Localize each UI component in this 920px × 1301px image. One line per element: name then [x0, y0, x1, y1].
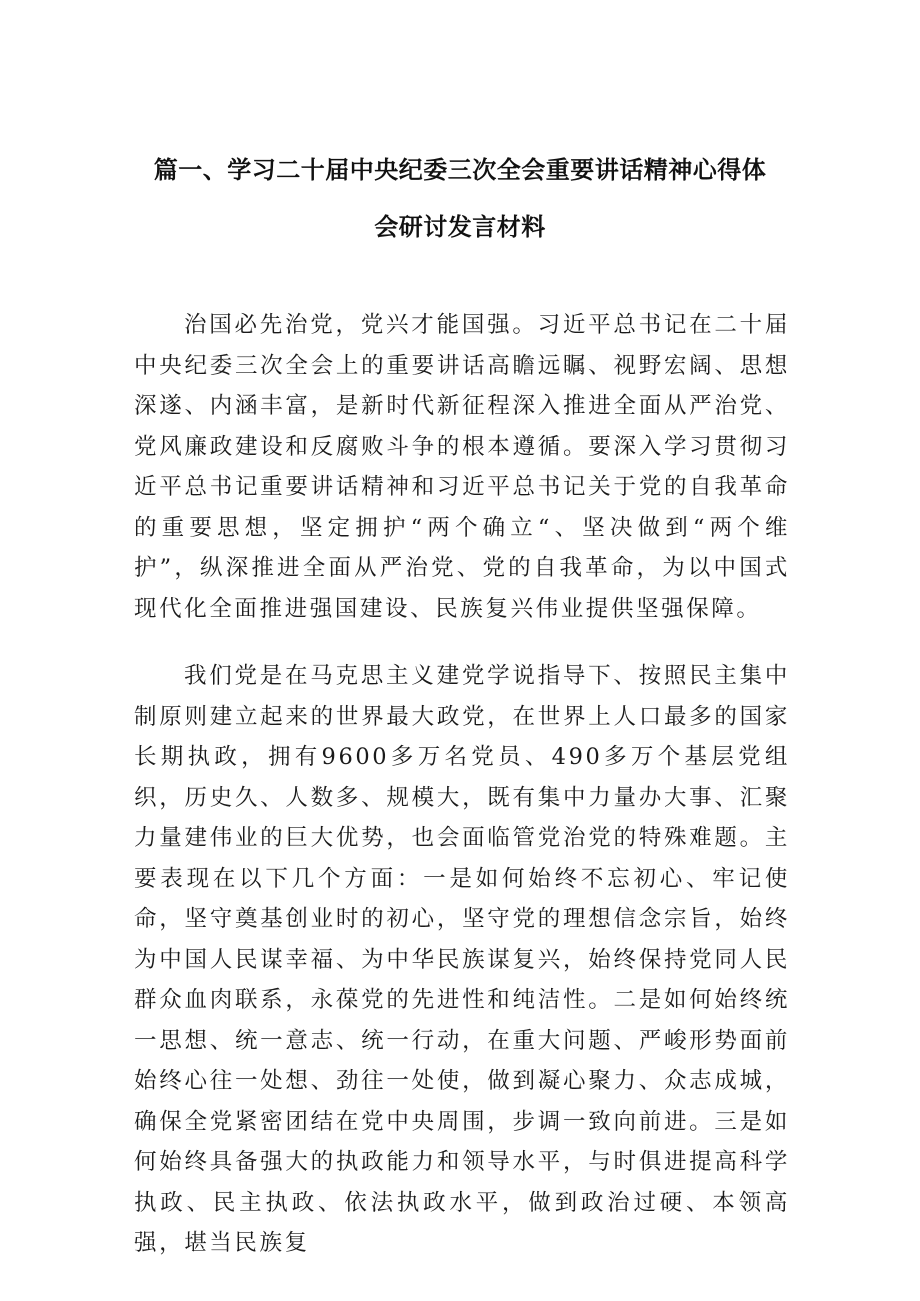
body-paragraph-2: 我们党是在马克思主义建党学说指导下、按照民主集中制原则建立起来的世界最大政党，在世界上人口最多的国家长期执政，拥有9600多万名党员、490多万个基层党组织，历史久、人数多、规模大，既有集中力量办大事、汇聚力量建伟业的巨大优势，也会面临管党治党的特殊难题。主要表现在以下几个方面：一是如何始终不忘初心、牢记使命，坚守奠基创业时的初心，坚守党的理想信念宗旨，始终为中国人民谋幸福、为中华民族谋复兴，始终保持党同人民群众血肉联系，永葆党的先进性和纯洁性。二是如何始终统一思想、统一意志、统一行动，在重大问题、严峻形势面前始终心往一处想、劲往一处使，做到凝心聚力、众志成城，确保全党紧密团结在党中央周围，步调一致向前进。三是如何始终具备强大的执政能力和领导水平，与时俱进提高科学执政、民主执政、依法执政水平，做到政治过硬、本领高强，堪当民族复 — [134, 663, 790, 1256]
body-paragraph-1: 治国必先治党，党兴才能国强。习近平总书记在二十届中央纪委三次全会上的重要讲话高瞻远瞩、视野宏阔、思想深遂、内涵丰富，是新时代新征程深入推进全面从严治党、党风廉政建设和反腐败斗争的根本遵循。要深入学习贯彻习近平总书记重要讲话精神和习近平总书记关于党的自我革命的重要思想，坚定拥护“两个确立“、坚决做到“两个维护”，纵深推进全面从严治党、党的自我革命，为以中国式现代化全面推进强国建设、民族复兴伟业提供坚强保障。 — [134, 312, 790, 622]
document-title-line-2: 会研讨发言材料 — [374, 213, 546, 241]
document-title-line-1: 篇一、学习二十届中央纪委三次全会重要讲话精神心得体 — [153, 156, 767, 184]
